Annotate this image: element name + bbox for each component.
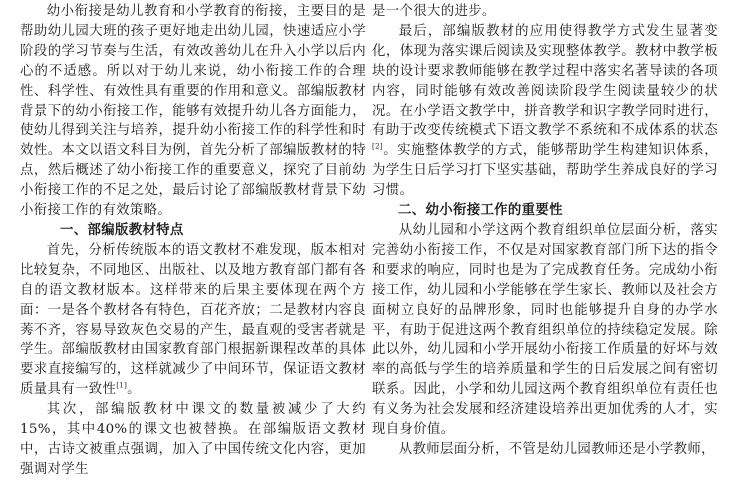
paragraph-lesson-count: 其次，部编版教材中课文的数量被减少了大约15%，其中40%的课文也被替换。在部编版语文教材中，古诗文被重点强调，加入了中国传统文化内容，更加强调对学生 <box>20 402 366 477</box>
continued-paragraph: 是一个很大的进步。 <box>372 4 496 19</box>
section-heading-textbook-features: 一、部编版教材特点 <box>60 221 184 238</box>
paragraph-textbook-versions <box>20 241 366 400</box>
intro-paragraph: 幼小衔接是幼儿教育和小学教育的衔接，主要目的是帮助幼儿园大班的孩子更好地走出幼儿园，快速适应小学阶段的学习节奏与生活，有效改善幼儿在升入小学以后内心的不适感。所以对于幼儿来说，幼小衔接工作的合理性、科学性、有效性具有重要的作用和意义。部编版教材背景下的幼小衔接工作，能够有效提升幼儿各方面能力，使幼儿得到关注与培养，提升幼小衔接工作的科学性和时效性。本文以语文科目为例，首先分析了部编版教材的特点，然后概述了幼小衔接工作的重要意义，探究了目前幼小衔接工作的不足之处，最后讨论了部编版教材背景下幼小衔接工作的有效策略。 <box>20 4 366 219</box>
paragraph-text: 首先，分析传统版本的语文教材不难发现，版本相对比较复杂，不同地区、出版社、以及地方教育部门都有各自的语文教材版本。这样带来的后果主要体现在两个方面：一是各个教材各有特色，百花齐放；二是教材内容良莠不齐，容易导致灰色交易的产生，最直观的受害者就是学生。部编版教材由国家教育部门根据新课程改革的具体要求直接编写的，这样就减少了中间环节，保证语文教材质量具有一致性 <box>20 242 366 398</box>
right-column <box>372 2 718 460</box>
paragraph-text: 最后，部编版教材的应用使得教学方式发生显著变化，体现为落实课后阅读及实现整体教学。教材中教学板块的设计要求教师能够在教学过程中落实名著导读的各项内容，同时能够有效改善阅读阶段学生阅读量较少的状况。在小学语文教学中，拼音教学和识字教学同时进行，有助于改变传统模式下语文教学不系统和不成体系的状态 <box>372 23 718 139</box>
reference-marker: [2] <box>372 142 383 151</box>
paragraph-institution-level: 从幼儿园和小学这两个教育组织单位层面分析，落实完善幼小衔接工作，不仅是对国家教育部门所下达的指令和要求的响应，同时也是为了完成教育任务。完成幼小衔接工作，幼儿园和小学能够在学生家长、教师以及社会方面树立良好的品牌形象，同时也能够提升自身的办学水平，有助于促进这两个教育组织单位的持续稳定发展。除此以外，幼儿园和小学开展幼小衔接工作质量的好坏与效率的高低与学生的培养质量和学生的日后发展之间有密切联系。因此，小学和幼儿园这两个教育组织单位有责任也有义务为社会发展和经济建设培养出更加优秀的人才，实现自身价值。 <box>372 222 718 438</box>
paragraph-teacher-level: 从教师层面分析，不管是幼儿园教师还是小学教师， <box>398 441 715 457</box>
paragraph-teaching-methods <box>372 22 718 201</box>
paragraph-text-end: 。 <box>127 382 141 398</box>
section-heading-importance: 二、幼小衔接工作的重要性 <box>398 202 563 219</box>
left-column <box>20 2 366 480</box>
paragraph-text-end: 。实施整体教学的方式，能够帮助学生构建知识体系，为学生日后学习打下坚实基础，帮助学生养成良好的学习习惯。 <box>372 143 718 199</box>
reference-marker: [1] <box>116 381 128 390</box>
